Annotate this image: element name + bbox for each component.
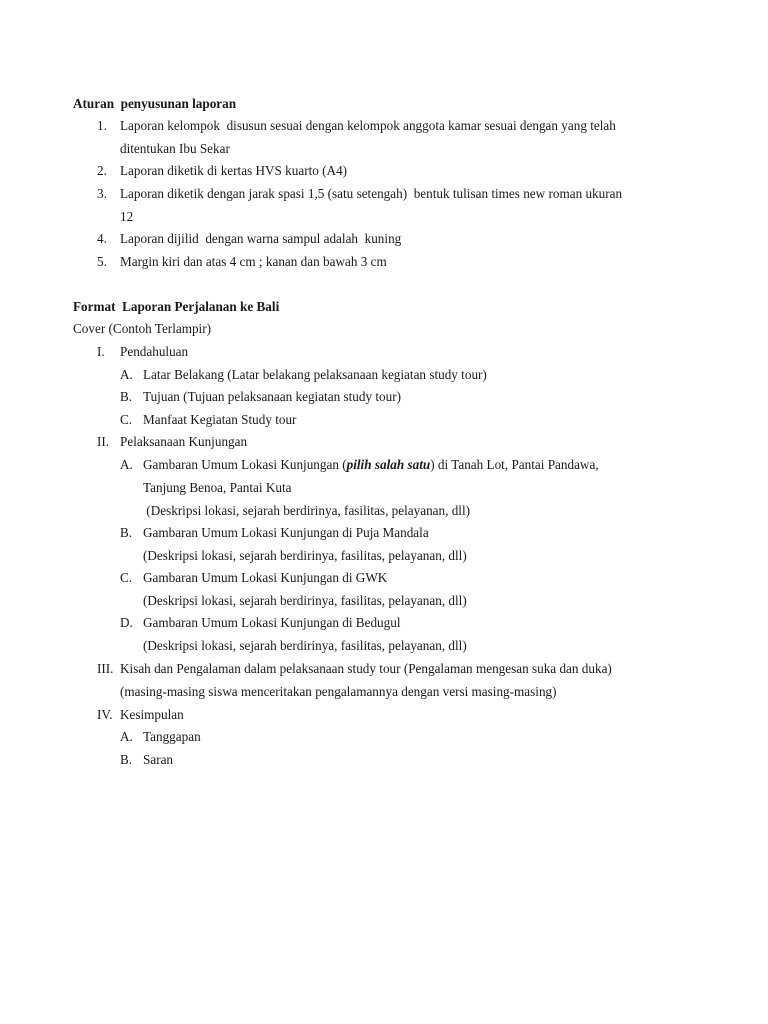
- sub-letter: C.: [120, 570, 133, 585]
- description-line: (Deskripsi lokasi, sejarah berdirinya, fasilitas, pelayanan, dll): [143, 593, 467, 608]
- list-number: 2.: [97, 163, 107, 178]
- list-number: 1.: [97, 118, 107, 133]
- part-continuation: (masing-masing siswa menceritakan pengalamannya dengan versi masing-masing): [120, 684, 557, 699]
- sub-letter: C.: [120, 412, 133, 427]
- roman-number: I.: [97, 344, 105, 359]
- sub-letter: A.: [120, 729, 133, 744]
- roman-number: II.: [97, 434, 110, 449]
- sub-item-text-after: ) di Tanah Lot, Pantai Pandawa,: [430, 457, 599, 472]
- part-title: Pelaksanaan Kunjungan: [120, 434, 248, 449]
- sub-letter: D.: [120, 615, 133, 630]
- sub-item-text: Tujuan (Tujuan pelaksanaan kegiatan study tour): [143, 389, 401, 404]
- list-item-text: Margin kiri dan atas 4 cm ; kanan dan bawah 3 cm: [120, 254, 387, 269]
- sub-item-text: Saran: [143, 752, 174, 767]
- section-heading-aturan: Aturan penyusunan laporan: [73, 96, 237, 111]
- emphasis-text: pilih salah satu: [346, 457, 431, 472]
- part-title: Kesimpulan: [120, 707, 184, 722]
- sub-letter: B.: [120, 525, 133, 540]
- list-item-continuation: 12: [120, 209, 134, 224]
- sub-letter: B.: [120, 752, 133, 767]
- sub-item-text: Gambaran Umum Lokasi Kunjungan di GWK: [143, 570, 388, 585]
- description-line: (Deskripsi lokasi, sejarah berdirinya, fasilitas, pelayanan, dll): [143, 548, 467, 563]
- sub-letter: A.: [120, 367, 133, 382]
- description-line: (Deskripsi lokasi, sejarah berdirinya, fasilitas, pelayanan, dll): [143, 503, 471, 518]
- sub-item-continuation: Tanjung Benoa, Pantai Kuta: [143, 480, 292, 495]
- list-number: 5.: [97, 254, 107, 269]
- sub-item-text: Gambaran Umum Lokasi Kunjungan di Bedugul: [143, 615, 401, 630]
- cover-line: Cover (Contoh Terlampir): [73, 321, 212, 336]
- part-title: Pendahuluan: [120, 344, 189, 359]
- part-title: Kisah dan Pengalaman dalam pelaksanaan study tour (Pengalaman mengesan suka dan duka): [120, 661, 612, 676]
- list-item-text: Laporan dijilid dengan warna sampul adalah kuning: [120, 231, 402, 246]
- list-number: 3.: [97, 186, 107, 201]
- sub-item-text: Tanggapan: [143, 729, 201, 744]
- sub-item-text: Gambaran Umum Lokasi Kunjungan di Puja Mandala: [143, 525, 429, 540]
- list-item-text: Laporan kelompok disusun sesuai dengan kelompok anggota kamar sesuai dengan yang telah: [120, 118, 616, 133]
- sub-item-text: [143, 457, 599, 473]
- sub-item-text-before: Gambaran Umum Lokasi Kunjungan (: [143, 457, 347, 472]
- description-line: (Deskripsi lokasi, sejarah berdirinya, fasilitas, pelayanan, dll): [143, 638, 467, 653]
- list-item-text: Laporan diketik dengan jarak spasi 1,5 (satu setengah) bentuk tulisan times new roman ukuran: [120, 186, 623, 201]
- section-heading-format: Format Laporan Perjalanan ke Bali: [73, 299, 280, 314]
- sub-item-text: Latar Belakang (Latar belakang pelaksanaan kegiatan study tour): [143, 367, 487, 382]
- roman-number: IV.: [97, 707, 113, 722]
- sub-letter: A.: [120, 457, 133, 472]
- list-number: 4.: [97, 231, 107, 246]
- roman-number: III.: [97, 661, 114, 676]
- sub-item-text: Manfaat Kegiatan Study tour: [143, 412, 297, 427]
- list-item-text: Laporan diketik di kertas HVS kuarto (A4): [120, 163, 348, 178]
- list-item-continuation: ditentukan Ibu Sekar: [120, 141, 230, 156]
- sub-letter: B.: [120, 389, 133, 404]
